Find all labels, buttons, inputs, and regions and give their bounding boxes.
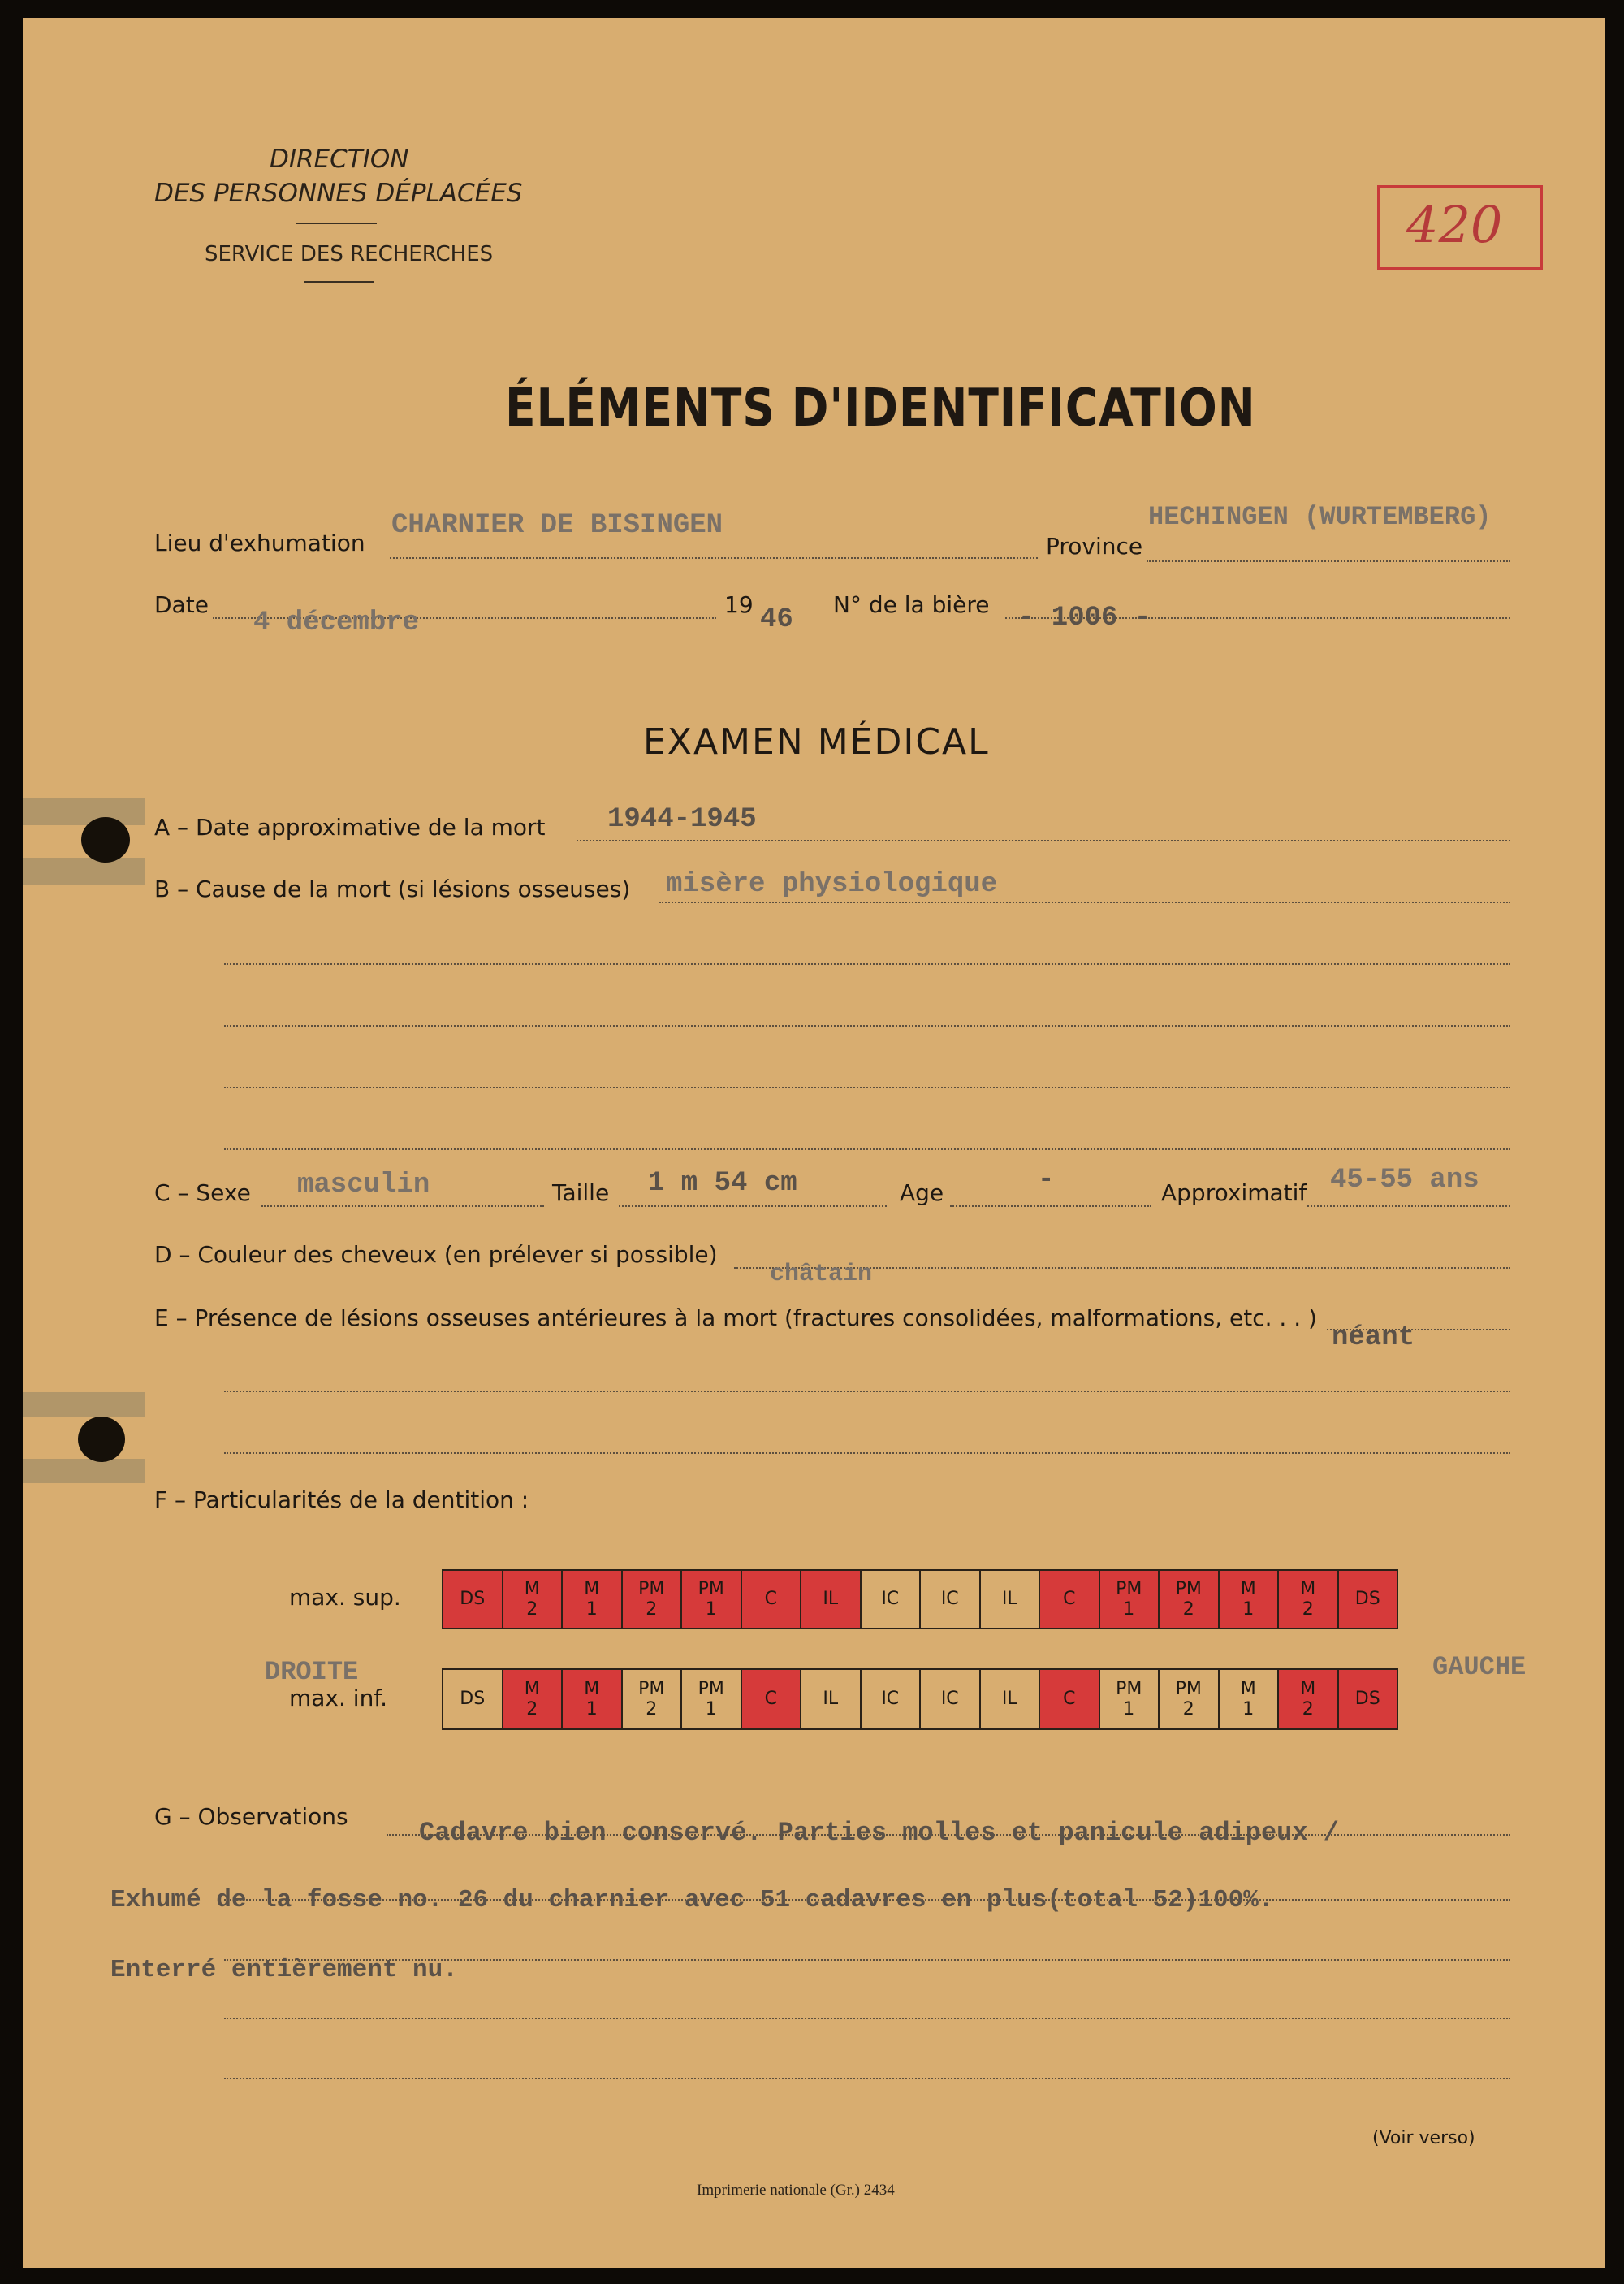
tooth-upper-15 (1277, 1569, 1339, 1629)
tooth-label: DS (1354, 1589, 1380, 1610)
year-value: 46 (760, 604, 793, 635)
dotline-g4 (224, 2018, 1510, 2019)
label-f: F – Particularités de la dentition : (154, 1486, 529, 1513)
tooth-label: M (1240, 1678, 1256, 1699)
tooth-number: 1 (585, 1599, 598, 1620)
tooth-label: M (1240, 1578, 1256, 1599)
tooth-upper-9 (919, 1569, 981, 1629)
dotline-c-taille (619, 1205, 887, 1207)
tooth-number: 2 (1302, 1599, 1314, 1620)
tooth-label: PM (698, 1578, 724, 1599)
tooth-label: M (1300, 1678, 1316, 1699)
tooth-lower-1 (442, 1668, 503, 1730)
tooth-number: 2 (1182, 1699, 1194, 1719)
label-g: G – Observations (154, 1803, 348, 1830)
tooth-label: PM (1116, 1578, 1142, 1599)
year-prefix: 19 (724, 591, 754, 618)
dentition-upper-row (442, 1569, 1397, 1629)
value-c-approx: 45-55 ans (1330, 1165, 1479, 1196)
label-c-taille: Taille (552, 1179, 610, 1206)
value-c-sexe: masculin (297, 1170, 430, 1200)
tooth-lower-3 (561, 1668, 623, 1730)
tooth-lower-15 (1277, 1668, 1339, 1730)
tooth-label: IC (940, 1689, 959, 1710)
form-sheet (23, 18, 1605, 2268)
tooth-number: 2 (526, 1699, 538, 1719)
tooth-upper-14 (1218, 1569, 1280, 1629)
tooth-number: 2 (646, 1599, 658, 1620)
tooth-upper-4 (621, 1569, 683, 1629)
province-label: Province (1046, 533, 1143, 560)
value-b: misère physiologique (666, 869, 998, 900)
value-c-taille: 1 m 54 cm (648, 1168, 797, 1199)
tooth-label: M (524, 1578, 540, 1599)
label-b: B – Cause de la mort (si lésions osseuses) (154, 876, 631, 902)
dotline-e3 (224, 1452, 1510, 1454)
dentition-lower-row (442, 1668, 1397, 1730)
biere-label: N° de la bière (833, 591, 990, 618)
tooth-label: PM (1116, 1678, 1142, 1699)
gauche-label: GAUCHE (1432, 1652, 1527, 1682)
tooth-lower-7 (800, 1668, 862, 1730)
tooth-upper-6 (741, 1569, 802, 1629)
tooth-label: IC (881, 1589, 900, 1610)
tooth-upper-7 (800, 1569, 862, 1629)
tooth-upper-12 (1099, 1569, 1160, 1629)
tooth-lower-4 (621, 1668, 683, 1730)
value-e: néant (1332, 1322, 1415, 1353)
header-personnes: DES PERSONNES DÉPLACÉES (154, 179, 523, 208)
tooth-label: C (764, 1589, 777, 1610)
tooth-label: DS (1354, 1689, 1380, 1710)
tooth-label: M (584, 1578, 600, 1599)
tooth-label: IL (1001, 1589, 1017, 1610)
droite-label: DROITE (265, 1657, 359, 1687)
tooth-number: 1 (585, 1699, 598, 1719)
value-g-line3: Enterré entièrement nu. (110, 1956, 458, 1984)
tooth-upper-13 (1158, 1569, 1220, 1629)
province-dotline (1147, 560, 1510, 562)
label-d: D – Couleur des cheveux (en prélever si possible) (154, 1241, 718, 1268)
tooth-number: 1 (1242, 1699, 1255, 1719)
tooth-lower-6 (741, 1668, 802, 1730)
tooth-label: IC (940, 1589, 959, 1610)
biere-value: - 1006 - (1018, 603, 1151, 634)
header-direction: DIRECTION (270, 145, 409, 174)
tooth-upper-5 (680, 1569, 742, 1629)
tooth-lower-9 (919, 1668, 981, 1730)
date-value: 4 décembre (253, 608, 420, 638)
tooth-lower-8 (860, 1668, 922, 1730)
tooth-label: IL (1001, 1689, 1017, 1710)
date-label: Date (154, 591, 209, 618)
header-rule-2 (304, 281, 374, 283)
value-g-line2: Exhumé de la fosse no. 26 du charnier avec 51 cadavres en plus(total 52)100%. (110, 1886, 1274, 1914)
tooth-label: M (1300, 1578, 1316, 1599)
label-c-approx: Approximatif (1161, 1179, 1307, 1206)
tooth-lower-13 (1158, 1668, 1220, 1730)
tooth-number: 2 (1182, 1599, 1194, 1620)
tooth-number: 1 (1242, 1599, 1255, 1620)
max-sup-label: max. sup. (289, 1584, 401, 1611)
label-c-age: Age (900, 1179, 944, 1206)
tooth-lower-10 (979, 1668, 1041, 1730)
tooth-upper-10 (979, 1569, 1041, 1629)
tooth-upper-11 (1039, 1569, 1100, 1629)
label-c-sexe: C – Sexe (154, 1179, 251, 1206)
dotline-a (577, 840, 1510, 841)
label-a: A – Date approximative de la mort (154, 814, 546, 841)
tooth-upper-8 (860, 1569, 922, 1629)
section-examen-medical: EXAMEN MÉDICAL (643, 721, 990, 763)
value-g-line1: Cadavre bien conservé. Parties molles et panicule adipeux / (419, 1818, 1339, 1848)
tooth-label: IL (823, 1589, 839, 1610)
tape-strip-top-2 (23, 858, 145, 885)
dotline-b2 (224, 963, 1510, 965)
value-d: châtain (770, 1261, 873, 1288)
tooth-label: PM (698, 1678, 724, 1699)
tooth-number: 1 (705, 1699, 717, 1719)
tooth-label: M (524, 1678, 540, 1699)
tooth-upper-2 (502, 1569, 564, 1629)
tooth-lower-16 (1337, 1668, 1399, 1730)
tape-strip-bottom-2 (23, 1459, 145, 1483)
dotline-b4 (224, 1087, 1510, 1088)
dotline-c-approx (1307, 1205, 1510, 1207)
dotline-b3 (224, 1025, 1510, 1027)
lieu-label: Lieu d'exhumation (154, 530, 365, 556)
tooth-label: C (1063, 1689, 1076, 1710)
tooth-label: PM (638, 1578, 665, 1599)
tooth-label: PM (1175, 1678, 1202, 1699)
tooth-label: IC (881, 1689, 900, 1710)
tooth-number: 2 (646, 1699, 658, 1719)
binder-hole-bottom (78, 1417, 125, 1462)
tooth-label: DS (460, 1689, 486, 1710)
value-a: 1944-1945 (607, 804, 757, 835)
tooth-label: PM (1175, 1578, 1202, 1599)
value-c-age: - (1038, 1165, 1055, 1196)
printer-footer: Imprimerie nationale (Gr.) 2434 (697, 2182, 895, 2199)
tooth-number: 1 (1123, 1599, 1135, 1620)
tooth-label: PM (638, 1678, 665, 1699)
tape-strip-bottom (23, 1392, 145, 1417)
binder-hole-top (81, 817, 130, 863)
label-e: E – Présence de lésions osseuses antérieures à la mort (fractures consolidées, malformations, etc. . . ) (154, 1304, 1317, 1331)
voir-verso: (Voir verso) (1372, 2128, 1475, 2148)
tooth-label: M (584, 1678, 600, 1699)
tooth-label: IL (823, 1689, 839, 1710)
page-title: ÉLÉMENTS D'IDENTIFICATION (505, 379, 1256, 439)
tooth-lower-2 (502, 1668, 564, 1730)
tooth-upper-3 (561, 1569, 623, 1629)
header-service: SERVICE DES RECHERCHES (205, 242, 494, 266)
tooth-upper-1 (442, 1569, 503, 1629)
tooth-lower-11 (1039, 1668, 1100, 1730)
dotline-g5 (224, 2078, 1510, 2079)
tooth-lower-5 (680, 1668, 742, 1730)
dotline-b5 (224, 1148, 1510, 1150)
dotline-b (659, 902, 1510, 903)
tooth-lower-14 (1218, 1668, 1280, 1730)
dotline-c-sexe (261, 1205, 544, 1207)
file-number: 420 (1406, 195, 1503, 254)
tooth-number: 1 (1123, 1699, 1135, 1719)
tooth-label: DS (460, 1589, 486, 1610)
tape-strip-top (23, 798, 145, 825)
tooth-label: C (1063, 1589, 1076, 1610)
tooth-number: 1 (705, 1599, 717, 1620)
dotline-c-age (950, 1205, 1151, 1207)
tooth-label: C (764, 1689, 777, 1710)
province-value: HECHINGEN (WURTEMBERG) (1148, 502, 1492, 532)
tooth-upper-16 (1337, 1569, 1399, 1629)
tooth-number: 2 (1302, 1699, 1314, 1719)
lieu-value: CHARNIER DE BISINGEN (391, 510, 723, 541)
lieu-dotline (390, 557, 1038, 559)
dotline-e2 (224, 1391, 1510, 1392)
header-rule-1 (296, 223, 377, 224)
max-inf-label: max. inf. (289, 1685, 388, 1711)
tooth-number: 2 (526, 1599, 538, 1620)
tooth-lower-12 (1099, 1668, 1160, 1730)
